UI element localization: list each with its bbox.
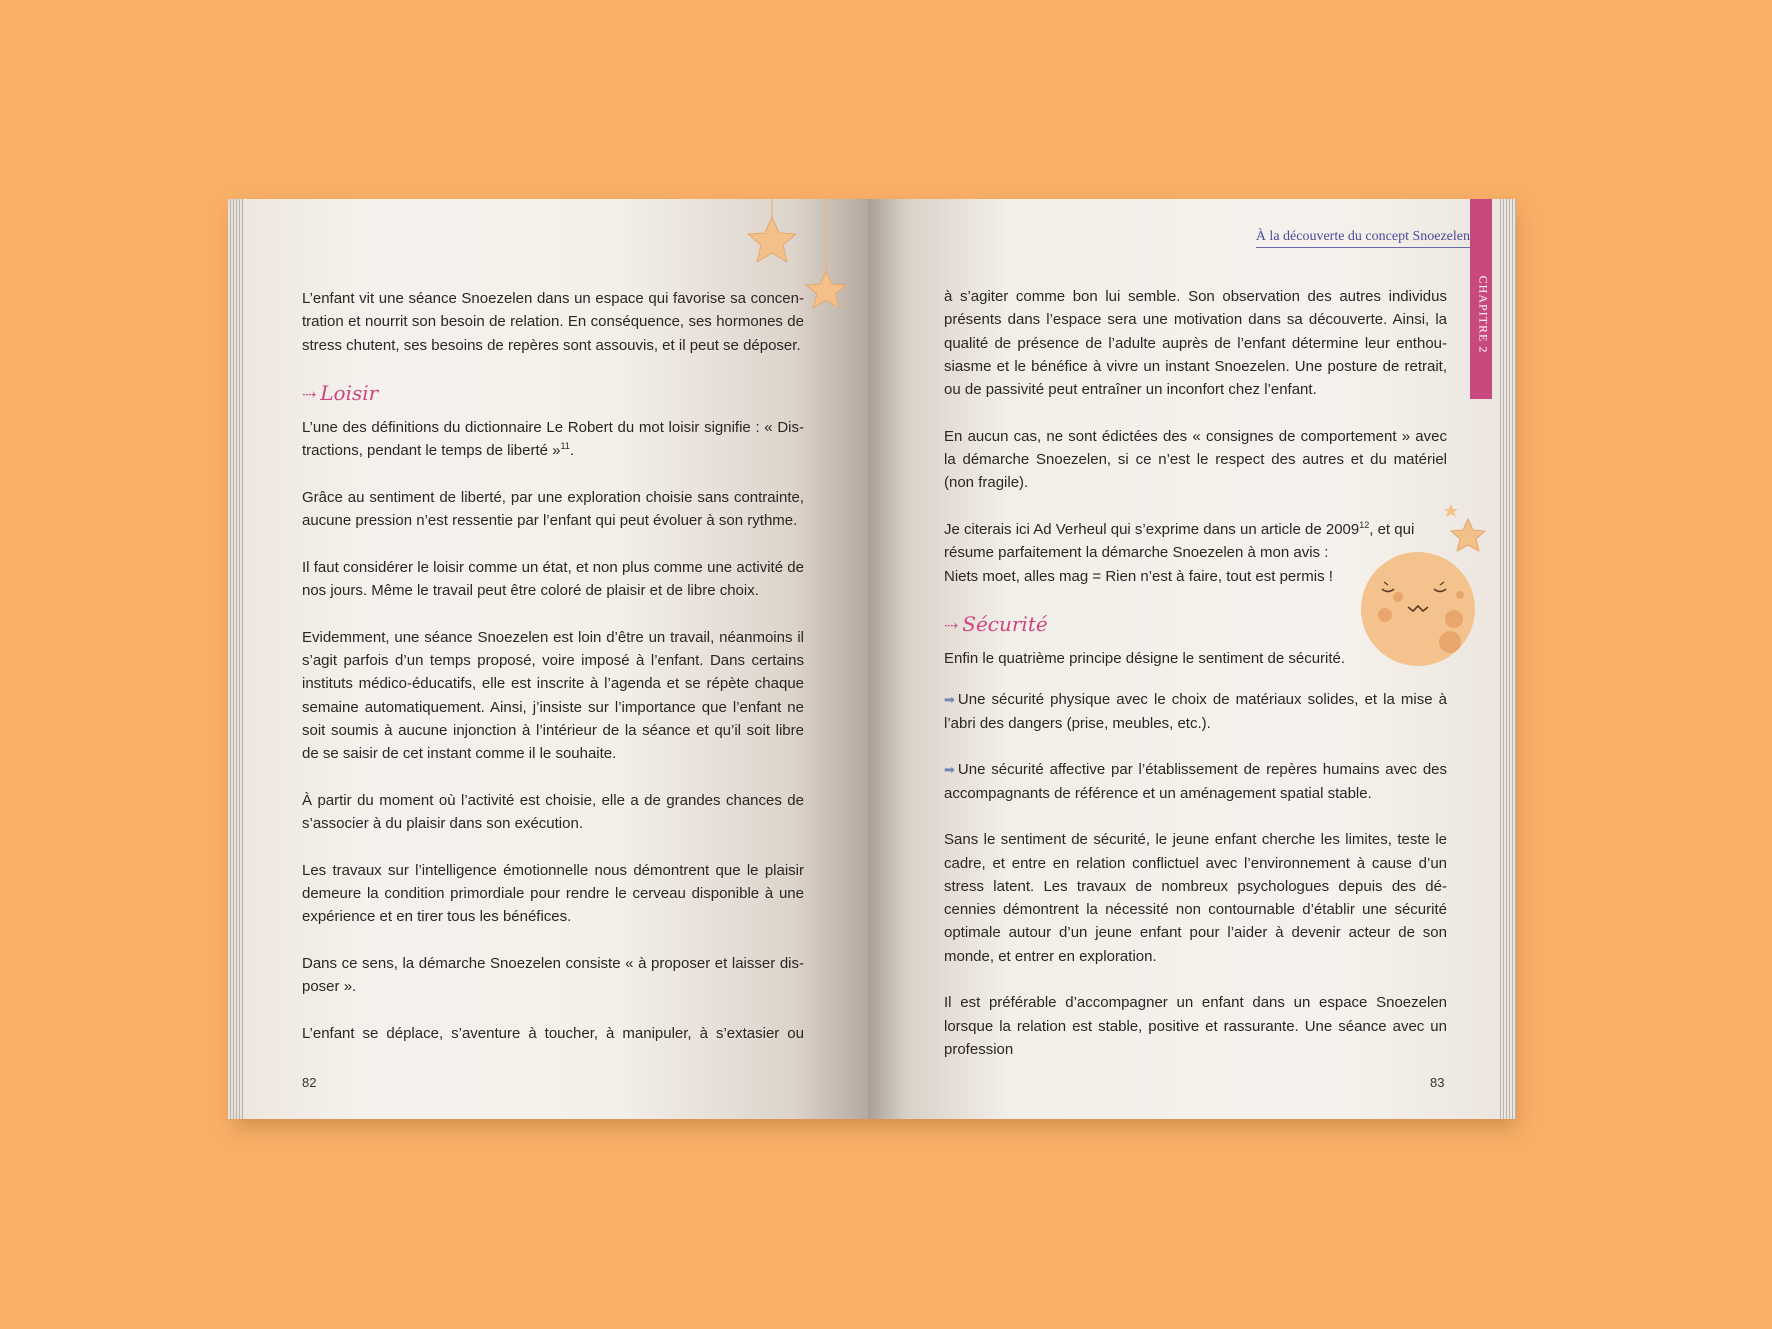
- quote-line: Niets moet, alles mag = Rien n’est à faire, tout est permis !: [944, 567, 1333, 585]
- right-page: [868, 199, 1498, 1119]
- paragraph-end: .: [569, 442, 575, 460]
- chapter-label: CHAPITRE 2: [1476, 275, 1491, 354]
- page-number-left: 82: [302, 1075, 317, 1090]
- paragraph-text: Je citerais ici Ad Verheul qui s’exprime dans un article de 2009: [944, 520, 1360, 538]
- paragraph: Sans le sentiment de sécurité, le jeune enfant cherche les limites, teste le cadre, et entre en relation conflictuel avec l’environnement à cause d’un stress latent. Les travaux de nombreux psychologues depuis des décennies démontrent la nécessité non contournable d’établir une sécurité optimale autour d’un jeune enfant pour l’aider à devenir acteur de son monde, et entrer en exploration.: [944, 831, 1447, 965]
- bullet-item: [944, 688, 1447, 735]
- paragraph: En aucun cas, ne sont édictées des « consignes de comportement » avec la démarche Snoezelen, si ce n’est le respect des autres et du matériel (non fragile).: [944, 427, 1447, 492]
- paragraph: Grâce au sentiment de liberté, par une exploration choisie sans contrainte, aucune pression n’est ressentie par l’enfant qui peut évoluer à son rythme.: [302, 489, 804, 530]
- paragraph-text: L’une des définitions du dictionnaire Le Robert du mot loisir signifie : « Distractions, pendant le temps de liberté »: [302, 419, 804, 460]
- paragraph: Il est préférable d’accompagner un enfant dans un espace Snoezelen lorsque la relation est stable, positive et rassurante. Une séance avec un profession: [944, 994, 1447, 1058]
- bullet-arrow-icon: ➡: [944, 762, 955, 778]
- page-number-right: 83: [1430, 1075, 1445, 1090]
- paragraph: Dans ce sens, la démarche Snoezelen consiste « à proposer et laisser disposer ».: [302, 955, 804, 996]
- bullet-text: Une sécurité affective par l’établissement de repères humains avec des accompagnants de référence et un aménagement spatial stable.: [944, 761, 1447, 802]
- bullet-text: Une sécurité physique avec le choix de matériaux solides, et la mise à l’abri des dangers (prise, meubles, etc.).: [944, 691, 1447, 732]
- arrow-icon: ⇢: [302, 385, 317, 406]
- section-heading-securite: [944, 611, 1447, 639]
- right-page-body: [944, 285, 1447, 1085]
- left-page: [244, 199, 868, 1119]
- paragraph: Evidemment, une séance Snoezelen est loin d’être un travail, néanmoins il s’agit parfois d’un temps proposé, voire imposé à l’enfant. Dans certains instituts médico-éducatifs, elle est inscrite à l’agenda et se répète chaque semaine automatiquement. Ainsi, j’insiste sur l’importance que l’enfant ne soit soumis à aucune injonction à l’intérieur de la séance et qu’il soit libre de se saisir de cet instant comme il le souhaite.: [302, 628, 804, 763]
- footnote-ref: 11: [560, 441, 570, 452]
- paragraph: Enfin le quatrième principe désigne le sentiment de sécurité.: [944, 650, 1346, 668]
- section-heading-loisir: [302, 380, 804, 408]
- paragraph: À partir du moment où l’activité est choisie, elle a de grandes chances de s’associer à du plaisir dans son exécution.: [302, 791, 804, 833]
- open-book: [228, 199, 1516, 1119]
- paragraph: Il faut considérer le loisir comme un état, et non plus comme une activité de nos jours. Même le travail peut être coloré de plaisir et de libre choix.: [302, 558, 804, 600]
- heading-label: Sécurité: [962, 612, 1048, 637]
- paragraph: à s’agiter comme bon lui semble. Son observation des autres individus présents dans l’espace sera une motivation dans sa découverte. Ainsi, la qualité de présence de l’adulte auprès de l’enfant détermine leur enthousiasme et le bénéfice à vivre un instant Snoezelen. Une posture de retrait, ou de passivité peut entraîner un inconfort chez l’enfant.: [944, 288, 1447, 399]
- arrow-icon: ⇢: [944, 616, 959, 637]
- left-page-body: [302, 287, 804, 1069]
- paragraph: [944, 518, 1447, 588]
- paragraph: Les travaux sur l’intelligence émotionnelle nous démontrent que le plaisir demeure la condition primordiale pour rendre le cerveau disponible à une expérience et en tirer tous les bénéfices.: [302, 861, 804, 926]
- paragraph: [302, 416, 804, 463]
- footnote-ref: 12: [1359, 519, 1370, 530]
- running-head: À la découverte du concept Snoezelen: [1256, 229, 1470, 248]
- heading-label: Loisir: [320, 381, 379, 406]
- chapter-tab: [1470, 199, 1492, 399]
- bullet-arrow-icon: ➡: [944, 692, 955, 708]
- paragraph-text: , et qui résume parfaitement la démarche Snoezelen à mon avis :: [944, 520, 1415, 562]
- paragraph: L’enfant se déplace, s’aventure à toucher, à manipuler, à s’extasier ou: [302, 1024, 804, 1042]
- bullet-item: [944, 758, 1447, 805]
- paragraph: L’enfant vit une séance Snoezelen dans un espace qui favorise sa concentration et nourrit son besoin de relation. En conséquence, ses hormones de stress chutent, ses besoins de repères sont assouvis, et il peut se déposer.: [302, 290, 804, 354]
